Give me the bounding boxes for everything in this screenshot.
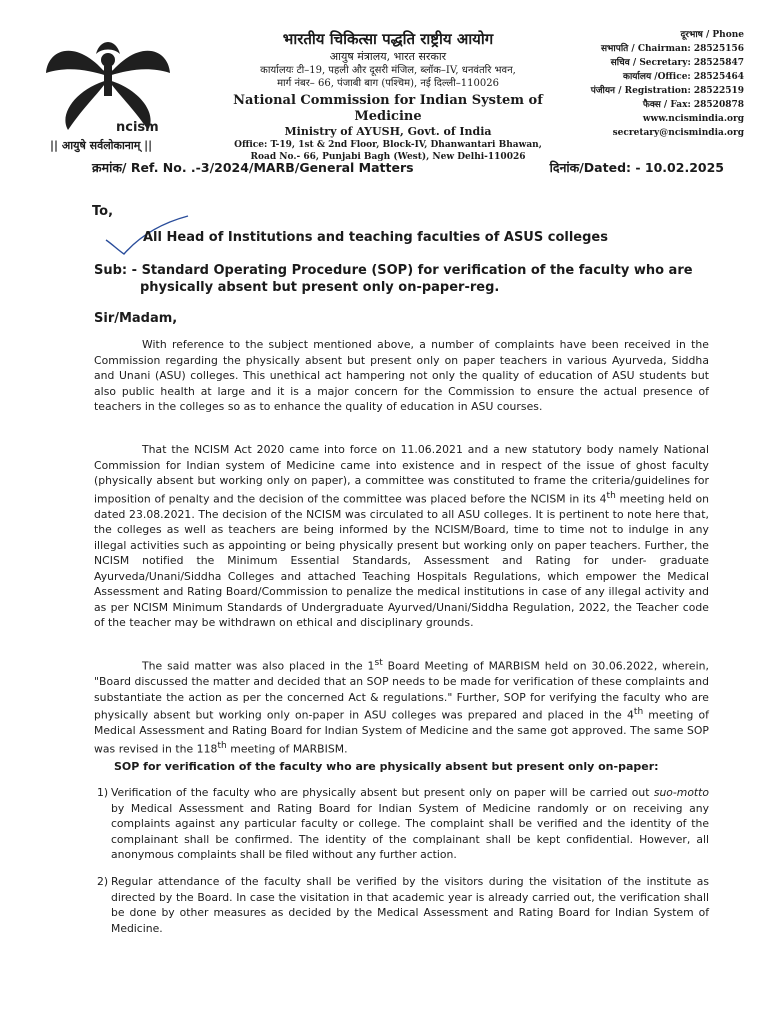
- hindi-address-line-2: मार्ग नंबर– 66, पंजाबी बाग (पश्चिम), नई दिल्ली–110026: [277, 78, 499, 89]
- paragraph-3-text-b: Board Meeting of MARBISM held on 30.06.2022, wherein, "Board discussed the matter and decided that an SOP needs to be made for verification of these complaints and substantiate the action as per the concerned Act & regulations." Further, SOP for verifying the faculty who are physically absent but working only on-paper in ASU colleges was prepared and placed in the 4: [94, 659, 709, 722]
- paragraph-3-text-c: meeting of Medical Assessment and Rating Board for Indian System of Medicine and the same got approved. The same SOP was revised in the 118: [94, 708, 709, 756]
- office-address-line-2: Road No.- 66, Punjabi Bagh (West), New Delhi-110026: [250, 152, 526, 162]
- list-item: [97, 874, 709, 936]
- superscript: th: [633, 707, 644, 718]
- sop-heading: SOP for verification of the faculty who are physically absent but present only on-paper:: [114, 760, 659, 773]
- salutation: Sir/Madam,: [94, 311, 178, 326]
- paragraph-1-text: With reference to the subject mentioned above, a number of complaints have been received in the Commission regarding the physically absent but present only on paper teachers in various Ayurveda, Siddha and Unani (ASU) colleges. This unethical act hampering not only the quality of education of ASU students but also public health at large and it is a major concern for the Commission to ensure the actual presence of teachers in the colleges so as to enhance the quality of education in ASU courses.: [94, 338, 709, 413]
- list-item-text: by Medical Assessment and Rating Board for Indian System of Medicine randomly or on receiving any complaints against any particular faculty or college. The complaint shall be verified and the identity of the complainant shall be confirmed. The identity of the complainant shall be kept confidential. However, all anonymous complaints shall be filed without any further action.: [111, 801, 709, 861]
- subject-line: Sub: - Standard Operating Procedure (SOP) for verification of the faculty who are physically absent but present only on-paper-reg.: [94, 263, 693, 295]
- ncism-logo: [38, 18, 178, 158]
- paragraph-3: [94, 656, 709, 757]
- paragraph-1: [94, 337, 709, 415]
- superscript: st: [374, 658, 383, 668]
- letter-date: दिनांक/Dated: - 10.02.2025: [549, 160, 724, 175]
- reference-number: क्रमांक/ Ref. No. .-3/2024/MARB/General Matters: [92, 160, 414, 175]
- reference-row: [92, 159, 724, 177]
- hindi-commission-name: भारतीय चिकित्सा पद्धति राष्ट्रीय आयोग: [282, 30, 494, 48]
- registration-phone: पंजीयन / Registration: 28522519: [590, 86, 744, 96]
- logo-text: ncism: [116, 120, 159, 135]
- list-item-text: Regular attendance of the faculty shall be verified by the visitors during the visitation of the institute as directed by the Board. In case the visitation in that academic year is already carried out, the verification shall be done by other measures as decided by the Medical Assessment and Rating Board for Indian System of Medicine.: [111, 875, 709, 935]
- office-address-line-1: Office: T-19, 1st & 2nd Floor, Block-IV, Dhanwantari Bhawan,: [234, 140, 542, 150]
- commission-name: National Commission for Indian System of Medicine: [233, 93, 543, 124]
- chairman-phone: सभापति / Chairman: 28525156: [600, 44, 744, 54]
- paragraph-3-text-d: meeting of MARBISM.: [226, 742, 348, 756]
- phone-label: दूरभाष / Phone: [680, 30, 744, 40]
- list-item: [97, 785, 709, 863]
- paragraph-2: [94, 442, 709, 631]
- secretary-phone: सचिव / Secretary: 28525847: [610, 58, 744, 68]
- website: www.ncismindia.org: [642, 114, 744, 124]
- hindi-ministry: आयुष मंत्रालय, भारत सरकार: [329, 50, 447, 63]
- superscript: th: [606, 490, 616, 501]
- email: secretary@ncismindia.org: [612, 128, 744, 138]
- superscript: th: [217, 740, 227, 751]
- addressee: All Head of Institutions and teaching faculties of ASUS colleges: [143, 230, 608, 245]
- contact-block: [544, 28, 744, 140]
- list-item-emphasis: suo-motto: [653, 786, 709, 799]
- paragraph-2-text-b: meeting held on dated 23.08.2021. The decision of the NCISM was circulated to all ASU colleges. It is pertinent to note here that, the colleges as well as teachers are being informed by the NCISM/Board, time to time not to indulge in any illegal activities such as appointing or being physically present but working only on paper teachers. Further, the NCISM notified the Minimum Essential Standards, Assessment and Rating for under- graduate Ayurveda/Unani/Siddha Colleges and attached Teaching Hospitals Regulations, which empower the Medical Assessment and Rating Board/Commission to penalize the medical institutions in case of any illegal activity and as per NCISM Minimum Standards of Undergraduate Ayurved/Unani/Siddha Regulation, 2022, the Teacher code of the teacher may be withdrawn on ethical and disciplinary grounds.: [94, 492, 709, 630]
- letterhead-title-block: [200, 30, 576, 163]
- ministry-name: Ministry of AYUSH, Govt. of India: [284, 125, 492, 138]
- list-item-text: Verification of the faculty who are physically absent but present only on paper will be carried out: [111, 786, 654, 799]
- office-phone: कार्यालय /Office: 28525464: [623, 72, 744, 82]
- motto: || आयुषे सर्वलोकानाम् ||: [50, 139, 153, 152]
- to-label: To,: [92, 204, 114, 219]
- paragraph-2-text-a: That the NCISM Act 2020 came into force on 11.06.2021 and a new statutory body namely National Commission for Indian system of Medicine came into existence and in respect of the issue of ghost faculty (physically absent but working only on paper), a committee was constituted to frame the criteria/guidelines for imposition of penalty and the decision of the committee was placed before the NCISM in its 4: [94, 443, 709, 506]
- paragraph-3-text-a: The said matter was also placed in the 1: [142, 659, 375, 673]
- fax-number: फैक्स / Fax: 28520878: [642, 100, 744, 110]
- list-item-number: 1): [97, 786, 109, 799]
- hindi-address-line-1: कार्यालयः टी–19, पहली और दूसरी मंजिल, ब्लॉक–IV, धनवंतरि भवन,: [260, 65, 516, 76]
- list-item-number: 2): [97, 875, 109, 888]
